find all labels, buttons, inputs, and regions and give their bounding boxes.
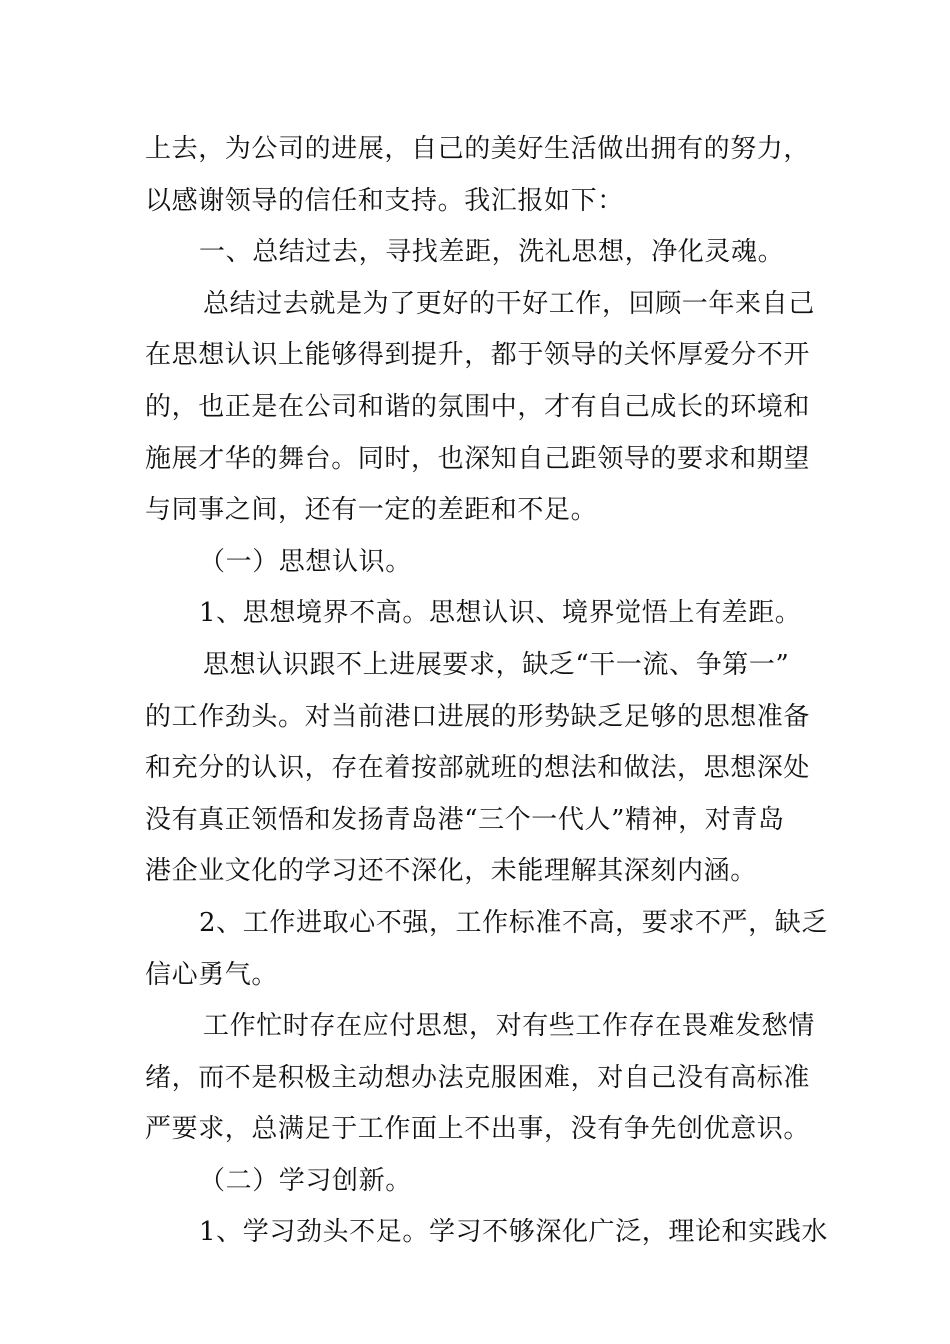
section-heading: 一、总结过去，寻找差距，洗礼思想，净化灵魂。 <box>199 237 785 268</box>
list-item: 2、工作进取心不强，工作标准不高，要求不严，缺乏 <box>199 907 828 938</box>
text-line: 绪，而不是积极主动想办法克服困难，对自己没有高标准 <box>145 1062 811 1093</box>
subsection-heading: （二）学习创新。 <box>199 1165 412 1196</box>
paragraph-start: 思想认识跟不上进展要求，缺乏“干一流、争第一” <box>203 649 790 680</box>
text-line: 施展才华的舞台。同时，也深知自己距领导的要求和期望 <box>145 443 811 474</box>
text-line: 和充分的认识，存在着按部就班的想法和做法，思想深处 <box>145 753 811 784</box>
text-line: 的，也正是在公司和谐的氛围中，才有自己成长的环境和 <box>145 391 811 422</box>
subsection-heading: （一）思想认识。 <box>199 546 412 577</box>
text-line: 上去，为公司的进展，自己的美好生活做出拥有的努力， <box>145 134 811 164</box>
text-line: 严要求，总满足于工作面上不出事，没有争先创优意识。 <box>145 1114 811 1145</box>
text-line: 的工作劲头。对当前港口进展的形势缺乏足够的思想准备 <box>145 701 811 732</box>
paragraph-start: 工作忙时存在应付思想，对有些工作存在畏难发愁情 <box>203 1011 815 1042</box>
text-line: 与同事之间，还有一定的差距和不足。 <box>145 495 598 526</box>
document-page <box>145 124 828 1259</box>
paragraph-start: 总结过去就是为了更好的干好工作，回顾一年来自己 <box>203 288 815 319</box>
text-line: 信心勇气。 <box>145 959 279 990</box>
list-item: 1、思想境界不高。思想认识、境界觉悟上有差距。 <box>199 598 802 629</box>
text-line: 港企业文化的学习还不深化，未能理解其深刻内涵。 <box>145 856 757 887</box>
text-line: 以感谢领导的信任和支持。我汇报如下： <box>145 185 624 216</box>
list-item: 1、学习劲头不足。学习不够深化广泛，理论和实践水 <box>199 1217 828 1248</box>
text-line: 在思想认识上能够得到提升，都于领导的关怀厚爱分不开 <box>145 340 811 371</box>
text-line: 没有真正领悟和发扬青岛港“三个一代人”精神，对青岛 <box>145 804 785 835</box>
